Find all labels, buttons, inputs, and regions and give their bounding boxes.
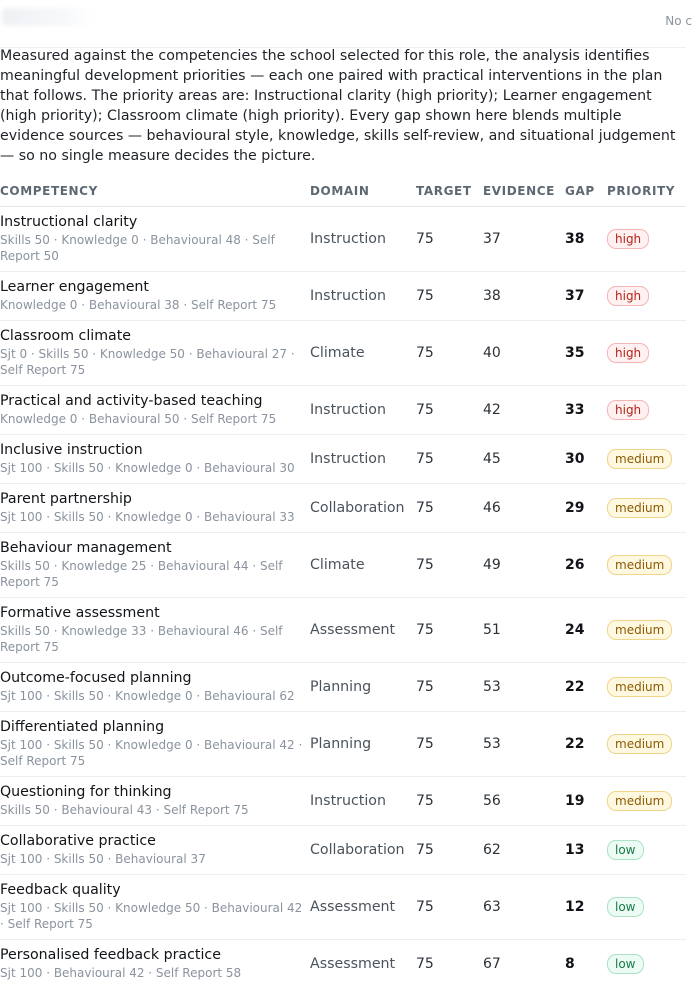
competency-name: Instructional clarity	[0, 213, 138, 230]
evidence-cell: 67	[483, 955, 501, 972]
gap-cell: 8	[565, 955, 575, 972]
table-row	[0, 874, 686, 939]
priority-badge: high	[607, 286, 649, 306]
evidence-sources: Knowledge 0 · Behavioural 50 · Self Report 75	[0, 411, 277, 426]
competency-name: Feedback quality	[0, 881, 121, 898]
domain-cell: Instruction	[310, 776, 416, 825]
evidence-cell: 37	[483, 206, 565, 271]
priority-badge: medium	[607, 677, 672, 697]
competency-name: Classroom climate	[0, 327, 132, 344]
evidence-sources: Sjt 100 · Skills 50 · Behavioural 37	[0, 851, 206, 866]
target-cell: 75	[416, 271, 483, 320]
competency-cell	[0, 320, 310, 385]
gap-cell: 33	[565, 385, 607, 434]
gap-cell: 22	[565, 662, 607, 711]
competency-cell	[0, 874, 310, 939]
domain-cell: Assessment	[310, 597, 416, 662]
evidence-cell: 53	[483, 662, 565, 711]
table-header-row	[0, 176, 686, 206]
table-row	[0, 271, 686, 320]
evidence-cell: 45	[483, 434, 565, 483]
table-row	[0, 206, 686, 271]
competency-cell	[0, 271, 310, 320]
competency-name: Questioning for thinking	[0, 783, 172, 800]
table-row	[0, 825, 686, 874]
evidence-sources: Knowledge 0 · Behavioural 38 · Self Report 75	[0, 297, 277, 312]
priority-cell	[607, 711, 686, 776]
evidence-cell: 53	[483, 711, 565, 776]
evidence-sources: Skills 50 · Behavioural 43 · Self Report 75	[0, 802, 249, 817]
intro-paragraph: Measured against the competencies the school selected for this role, the analysis identifies meaningful development priorities — each one paired with practical interventions in the plan that follows. The priority areas are: Instructional clarity (high priority); Learner engagement (high priority); Classroom climate (high priority). Every gap shown here blends multiple evidence sources — behavioural style, knowledge, skills self-review, and situational judgement — so no single measure decides the picture.	[0, 48, 676, 164]
evidence-sources: Sjt 100 · Skills 50 · Knowledge 0 · Behavioural 33	[0, 509, 295, 524]
priority-badge: medium	[607, 555, 672, 575]
gap-cell: 19	[565, 776, 607, 825]
header-competency: COMPETENCY	[0, 176, 310, 206]
competency-name: Practical and activity-based teaching	[0, 392, 263, 409]
priority-badge: high	[607, 229, 649, 249]
gap-cell: 29	[565, 483, 607, 532]
priority-cell	[607, 939, 686, 988]
domain-cell: Collaboration	[310, 825, 416, 874]
top-bar	[0, 0, 692, 48]
gap-cell: 30	[565, 434, 607, 483]
gap-cell: 38	[565, 206, 607, 271]
competency-cell	[0, 662, 310, 711]
table-row	[0, 597, 686, 662]
domain-cell: Assessment	[310, 955, 396, 972]
competency-name: Inclusive instruction	[0, 441, 143, 458]
domain-cell: Assessment	[310, 874, 416, 939]
header-gap: GAP	[565, 176, 607, 206]
priority-cell	[607, 874, 686, 939]
evidence-sources: Skills 50 · Knowledge 33 · Behavioural 46 · Self Report 75	[0, 623, 283, 654]
competency-name: Outcome-focused planning	[0, 669, 192, 686]
competency-gap-table	[0, 176, 686, 988]
header-target: TARGET	[416, 176, 483, 206]
table-row	[0, 939, 686, 988]
target-cell: 75	[416, 385, 483, 434]
evidence-sources: Sjt 100 · Skills 50 · Knowledge 0 · Behavioural 42 · Self Report 75	[0, 737, 303, 768]
target-cell: 75	[416, 874, 483, 939]
target-cell: 75	[416, 532, 483, 597]
priority-badge: low	[607, 897, 644, 917]
priority-badge: high	[607, 400, 649, 420]
priority-badge: medium	[607, 734, 672, 754]
gap-cell: 26	[565, 532, 607, 597]
priority-cell	[607, 483, 686, 532]
priority-badge: high	[607, 343, 649, 363]
evidence-cell: 62	[483, 825, 565, 874]
domain-cell: Instruction	[310, 271, 416, 320]
target-cell: 75	[416, 483, 483, 532]
evidence-cell: 46	[483, 483, 565, 532]
priority-cell	[607, 532, 686, 597]
evidence-cell: 38	[483, 271, 565, 320]
competency-name: Collaborative practice	[0, 832, 156, 849]
gap-cell: 37	[565, 271, 607, 320]
table-row	[0, 434, 686, 483]
target-cell: 75	[416, 320, 483, 385]
evidence-sources: Sjt 100 · Skills 50 · Knowledge 0 · Behavioural 30	[0, 460, 295, 475]
priority-cell	[607, 825, 686, 874]
competency-name: Learner engagement	[0, 278, 149, 295]
target-cell: 75	[416, 776, 483, 825]
competency-cell	[0, 776, 310, 825]
gap-cell: 35	[565, 320, 607, 385]
priority-cell	[607, 434, 686, 483]
domain-cell: Instruction	[310, 385, 416, 434]
competency-cell	[0, 385, 310, 434]
table-row	[0, 385, 686, 434]
evidence-cell: 51	[483, 597, 565, 662]
evidence-sources: Skills 50 · Knowledge 25 · Behavioural 44 · Self Report 75	[0, 558, 283, 589]
domain-cell: Planning	[310, 711, 416, 776]
priority-cell	[607, 206, 686, 271]
competency-cell	[0, 711, 310, 776]
priority-badge: low	[607, 954, 644, 974]
priority-cell	[607, 271, 686, 320]
table-row	[0, 320, 686, 385]
priority-badge: medium	[607, 449, 672, 469]
competency-cell	[0, 597, 310, 662]
header-domain: DOMAIN	[310, 176, 416, 206]
competency-name: Parent partnership	[0, 490, 132, 507]
target-cell: 75	[416, 434, 483, 483]
competency-cell	[0, 532, 310, 597]
evidence-sources: Sjt 100 · Behavioural 42 · Self Report 58	[0, 965, 242, 980]
header-evidence: EVIDENCE	[483, 176, 565, 206]
domain-cell: Collaboration	[310, 483, 416, 532]
competency-name: Personalised feedback practice	[0, 946, 221, 963]
top-right-text: No c	[665, 14, 692, 28]
evidence-cell: 40	[483, 320, 565, 385]
competency-name: Differentiated planning	[0, 718, 165, 735]
table-row	[0, 483, 686, 532]
target-cell: 75	[416, 597, 483, 662]
target-cell: 75	[416, 206, 483, 271]
evidence-sources: Sjt 100 · Skills 50 · Knowledge 0 · Behavioural 62	[0, 688, 295, 703]
competency-cell	[0, 483, 310, 532]
table-row	[0, 776, 686, 825]
header-priority: PRIORITY	[607, 176, 686, 206]
evidence-cell: 56	[483, 776, 565, 825]
competency-cell	[0, 825, 310, 874]
evidence-cell: 63	[483, 874, 565, 939]
priority-badge: medium	[607, 791, 672, 811]
competency-cell	[0, 939, 310, 988]
domain-cell: Instruction	[310, 206, 416, 271]
domain-cell: Instruction	[310, 434, 416, 483]
evidence-cell: 42	[483, 385, 565, 434]
priority-cell	[607, 597, 686, 662]
gap-cell: 22	[565, 711, 607, 776]
priority-cell	[607, 776, 686, 825]
table-row	[0, 532, 686, 597]
domain-cell: Climate	[310, 532, 416, 597]
target-cell: 75	[416, 825, 483, 874]
domain-cell: Climate	[310, 320, 416, 385]
competency-cell	[0, 434, 310, 483]
evidence-cell: 49	[483, 532, 565, 597]
target-cell: 75	[416, 711, 483, 776]
gap-cell: 13	[565, 825, 607, 874]
priority-cell	[607, 320, 686, 385]
domain-cell: Planning	[310, 662, 416, 711]
gap-cell: 24	[565, 597, 607, 662]
table-row	[0, 662, 686, 711]
evidence-sources: Skills 50 · Knowledge 0 · Behavioural 48 · Self Report 50	[0, 232, 275, 263]
blurred-title	[2, 8, 98, 26]
priority-badge: low	[607, 840, 644, 860]
target-cell: 75	[416, 955, 434, 972]
table-row	[0, 711, 686, 776]
evidence-sources: Sjt 100 · Skills 50 · Knowledge 50 · Behavioural 42 · Self Report 75	[0, 900, 303, 931]
target-cell: 75	[416, 662, 483, 711]
priority-cell	[607, 662, 686, 711]
priority-badge: medium	[607, 498, 672, 518]
gap-cell: 12	[565, 874, 607, 939]
priority-cell	[607, 385, 686, 434]
evidence-sources: Sjt 0 · Skills 50 · Knowledge 50 · Behavioural 27 · Self Report 75	[0, 346, 295, 377]
competency-name: Behaviour management	[0, 539, 172, 556]
priority-badge: medium	[607, 620, 672, 640]
competency-cell	[0, 206, 310, 271]
competency-name: Formative assessment	[0, 604, 160, 621]
